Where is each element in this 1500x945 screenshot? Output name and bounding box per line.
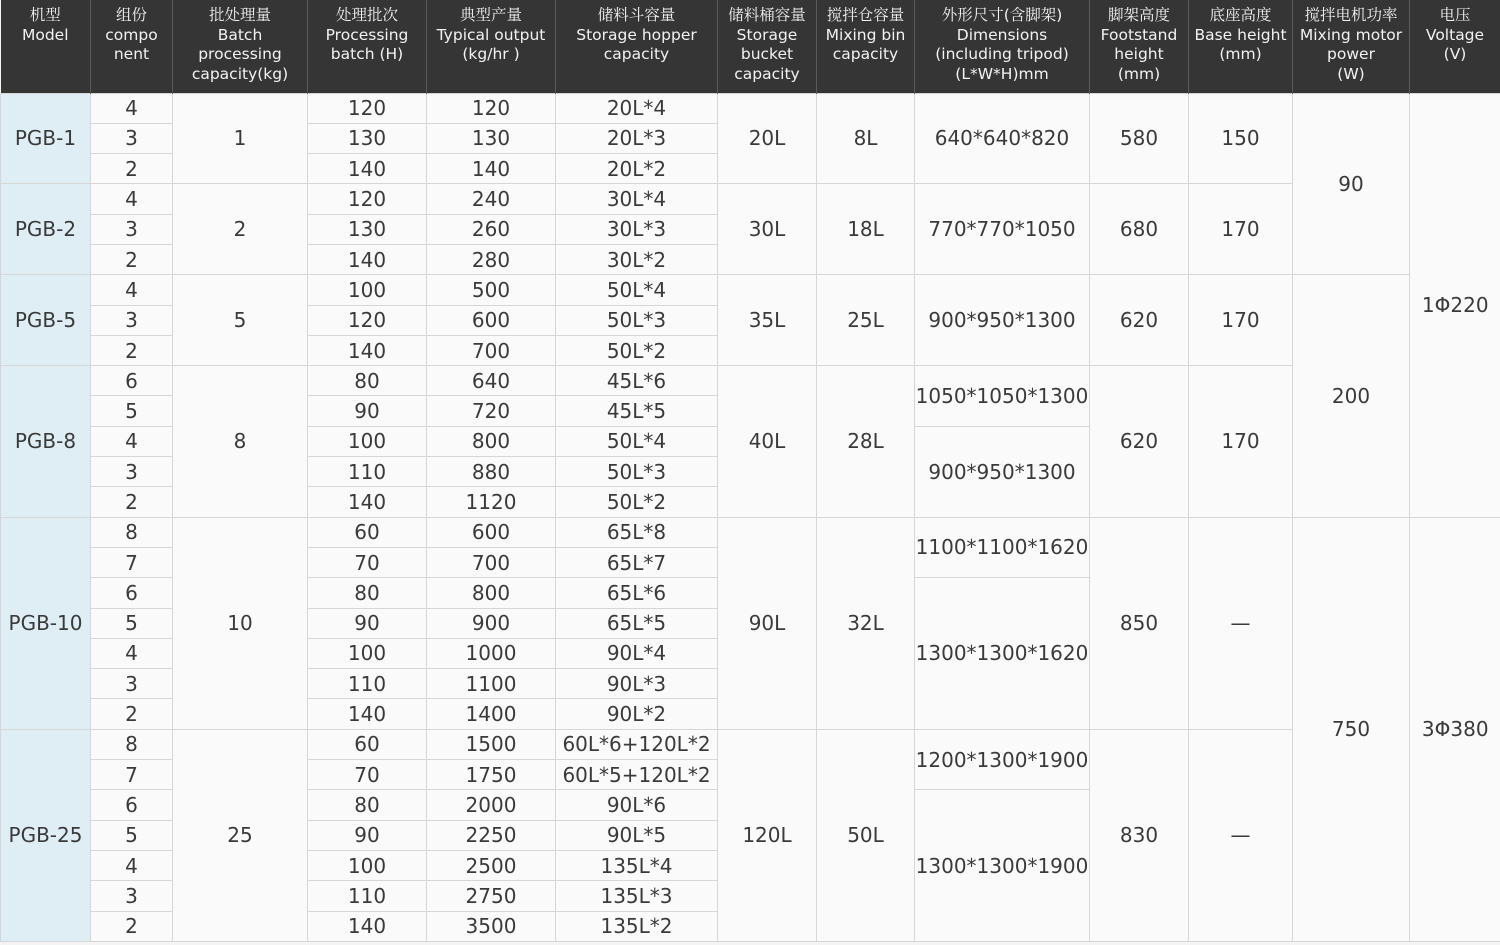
table-cell: 2	[91, 699, 173, 729]
table-cell: 3	[91, 123, 173, 153]
table-cell: 90	[308, 608, 427, 638]
header-voltage	[1410, 0, 1500, 93]
header-mixing-bin	[817, 0, 915, 93]
table-cell: 20L*3	[556, 123, 718, 153]
table-cell: 4	[91, 184, 173, 214]
header-line: 组份	[115, 6, 147, 24]
table-row	[1, 275, 1500, 305]
table-cell: 90L*5	[556, 820, 718, 850]
header-line: (kg/hr )	[462, 45, 520, 63]
table-cell: 900*950*1300	[915, 426, 1090, 517]
table-cell: 2750	[427, 881, 556, 911]
header-line: 储料桶容量	[728, 6, 806, 24]
header-line: Voltage	[1425, 25, 1485, 44]
table-cell: 90L	[718, 517, 817, 729]
table-cell: 800	[427, 578, 556, 608]
model-cell: PGB-2	[1, 184, 91, 275]
table-cell: 1300*1300*1620	[915, 578, 1090, 729]
table-cell: 1100	[427, 669, 556, 699]
table-cell: 800	[427, 426, 556, 456]
table-cell: 5	[173, 275, 308, 366]
table-cell: 6	[91, 790, 173, 820]
header-line: 批处理量	[208, 6, 271, 24]
table-cell: 20L	[718, 93, 817, 184]
table-cell: 620	[1090, 275, 1189, 366]
table-row	[1, 366, 1500, 396]
table-cell: 5	[91, 608, 173, 638]
table-cell: 2	[91, 154, 173, 184]
header-line: (mm)	[1219, 45, 1262, 63]
table-cell: 1300*1300*1900	[915, 790, 1090, 941]
table-cell: 3	[91, 457, 173, 487]
table-cell: 260	[427, 214, 556, 244]
header-line: 典型产量	[459, 6, 522, 24]
table-cell: 30L	[718, 184, 817, 275]
header-line: capacity	[603, 45, 670, 63]
table-cell: 2	[91, 244, 173, 274]
table-cell: 140	[308, 699, 427, 729]
table-cell: 18L	[817, 184, 915, 275]
table-cell: 100	[308, 275, 427, 305]
table-cell: 880	[427, 457, 556, 487]
table-cell: 90L*4	[556, 638, 718, 668]
table-cell: 80	[308, 578, 427, 608]
table-cell: 3Φ380	[1410, 517, 1500, 941]
table-cell: 5	[91, 396, 173, 426]
table-cell: 120	[308, 184, 427, 214]
header-line: 处理批次	[335, 6, 398, 24]
table-cell: 700	[427, 547, 556, 577]
table-cell: 110	[308, 457, 427, 487]
table-cell: 135L*2	[556, 911, 718, 941]
table-cell: 850	[1090, 517, 1189, 729]
header-line: 储料斗容量	[597, 6, 676, 24]
model-cell: PGB-8	[1, 366, 91, 517]
table-cell: 30L*4	[556, 184, 718, 214]
model-cell: PGB-10	[1, 517, 91, 729]
header-line: Processing	[325, 25, 409, 44]
model-cell: PGB-25	[1, 729, 91, 941]
table-cell: 50L*2	[556, 487, 718, 517]
header-line: power	[1327, 45, 1375, 63]
table-cell: 140	[308, 244, 427, 274]
table-cell: 640*640*820	[915, 93, 1090, 184]
table-cell: 90	[308, 396, 427, 426]
header-line: Storage	[736, 25, 798, 44]
table-cell: 10	[173, 517, 308, 729]
header-processing-batch	[308, 0, 427, 93]
table-cell: 90L*2	[556, 699, 718, 729]
model-cell: PGB-5	[1, 275, 91, 366]
table-cell: 20L*2	[556, 154, 718, 184]
table-cell: 750	[1293, 517, 1410, 941]
table-cell: 1750	[427, 760, 556, 790]
table-cell: 90L*3	[556, 669, 718, 699]
table-cell: 1Φ220	[1410, 93, 1500, 517]
header-base-height	[1189, 0, 1293, 93]
table-cell: 1500	[427, 729, 556, 759]
table-cell: 20L*4	[556, 93, 718, 123]
table-cell: 70	[308, 760, 427, 790]
table-cell: 1000	[427, 638, 556, 668]
table-cell: 200	[1293, 275, 1410, 517]
table-cell: 135L*3	[556, 881, 718, 911]
table-cell: 6	[91, 366, 173, 396]
header-line: Footstand	[1100, 25, 1178, 44]
header-batch-capacity	[173, 0, 308, 93]
table-cell: 140	[308, 154, 427, 184]
table-cell: 30L*3	[556, 214, 718, 244]
table-cell: 1400	[427, 699, 556, 729]
table-cell: 2	[173, 184, 308, 275]
table-cell: 110	[308, 881, 427, 911]
table-cell: 3	[91, 214, 173, 244]
table-cell: 30L*2	[556, 244, 718, 274]
table-cell: 8L	[817, 93, 915, 184]
table-cell: 50L*2	[556, 335, 718, 365]
table-row	[1, 184, 1500, 214]
header-row	[1, 0, 1500, 93]
header-storage-bucket	[718, 0, 817, 93]
header-line: processing	[198, 45, 282, 63]
table-row	[1, 517, 1500, 547]
header-line: 电压	[1439, 6, 1471, 24]
header-line: compo	[105, 25, 158, 44]
table-cell: 100	[308, 426, 427, 456]
header-line: 机型	[29, 6, 61, 24]
table-cell: 770*770*1050	[915, 184, 1090, 275]
table-cell: 7	[91, 760, 173, 790]
table-cell: 3500	[427, 911, 556, 941]
table-cell: 4	[91, 93, 173, 123]
table-cell: 170	[1189, 366, 1293, 517]
table-row	[1, 729, 1500, 759]
header-line: Dimensions	[956, 25, 1048, 44]
header-motor-power	[1293, 0, 1410, 93]
table-cell: 4	[91, 275, 173, 305]
table-cell: 45L*6	[556, 366, 718, 396]
header-line: Model	[21, 25, 69, 44]
header-line: Base height	[1194, 25, 1287, 44]
header-line: (mm)	[1117, 64, 1161, 83]
table-cell: 45L*5	[556, 396, 718, 426]
header-line: capacity(kg)	[191, 64, 289, 83]
header-component	[91, 0, 173, 93]
table-cell: 130	[427, 123, 556, 153]
table-cell: 700	[427, 335, 556, 365]
table-cell: 8	[91, 729, 173, 759]
table-cell: 32L	[817, 517, 915, 729]
table-cell: 60L*6+120L*2	[556, 729, 718, 759]
table-cell: 1200*1300*1900	[915, 729, 1090, 790]
model-cell: PGB-1	[1, 93, 91, 184]
table-cell: 900	[427, 608, 556, 638]
header-line: 搅拌仓容量	[826, 6, 905, 24]
table-cell: 80	[308, 366, 427, 396]
table-cell: 2250	[427, 820, 556, 850]
header-line: capacity	[832, 45, 899, 63]
table-cell: 60L*5+120L*2	[556, 760, 718, 790]
table-cell: 1050*1050*1300	[915, 366, 1090, 427]
table-cell: 8	[173, 366, 308, 517]
header-line: (L*W*H)mm	[955, 64, 1049, 83]
table-cell: 28L	[817, 366, 915, 517]
table-cell: 80	[308, 790, 427, 820]
table-cell: 4	[91, 426, 173, 456]
table-cell: 2	[91, 487, 173, 517]
table-cell: 2	[91, 335, 173, 365]
header-line: Mixing bin	[825, 25, 906, 44]
table-cell: 130	[308, 123, 427, 153]
table-cell: 40L	[718, 366, 817, 517]
table-row	[1, 93, 1500, 123]
table-cell: 25	[173, 729, 308, 941]
table-cell: 150	[1189, 93, 1293, 184]
table-cell: 620	[1090, 366, 1189, 517]
table-cell: 900*950*1300	[915, 275, 1090, 366]
table-cell: 50L	[817, 729, 915, 941]
table-cell: 3	[91, 669, 173, 699]
table-cell: 65L*6	[556, 578, 718, 608]
table-cell: 830	[1090, 729, 1189, 941]
table-cell: 120	[308, 305, 427, 335]
header-line: height	[1114, 45, 1164, 63]
table-cell: 680	[1090, 184, 1189, 275]
table-cell: 120L	[718, 729, 817, 941]
table-cell: 5	[91, 820, 173, 850]
table-cell: 90	[1293, 93, 1410, 275]
table-cell: —	[1189, 517, 1293, 729]
table-cell: 580	[1090, 93, 1189, 184]
header-line: (W)	[1337, 64, 1365, 83]
table-cell: 6	[91, 578, 173, 608]
table-cell: 25L	[817, 275, 915, 366]
table-cell: 1	[173, 93, 308, 184]
table-cell: 1100*1100*1620	[915, 517, 1090, 578]
header-line: 搅拌电机功率	[1304, 6, 1398, 24]
header-storage-hopper	[556, 0, 718, 93]
table-cell: 600	[427, 517, 556, 547]
table-cell: 3	[91, 305, 173, 335]
table-cell: 65L*8	[556, 517, 718, 547]
table-cell: 135L*4	[556, 850, 718, 880]
table-cell: 50L*3	[556, 305, 718, 335]
table-cell: 50L*4	[556, 275, 718, 305]
table-cell: 65L*5	[556, 608, 718, 638]
table-cell: 50L*3	[556, 457, 718, 487]
table-cell: 720	[427, 396, 556, 426]
table-cell: 600	[427, 305, 556, 335]
header-line: bucket	[740, 45, 794, 63]
table-cell: 50L*4	[556, 426, 718, 456]
table-cell: 60	[308, 729, 427, 759]
table-cell: 2	[91, 911, 173, 941]
table-cell: 60	[308, 517, 427, 547]
header-footstand-height	[1090, 0, 1189, 93]
table-cell: 120	[427, 93, 556, 123]
table-cell: 110	[308, 669, 427, 699]
header-line: capacity	[734, 64, 800, 83]
table-cell: 4	[91, 638, 173, 668]
header-line: (including tripod)	[935, 45, 1069, 63]
table-cell: 240	[427, 184, 556, 214]
table-cell: 170	[1189, 275, 1293, 366]
table-cell: 1120	[427, 487, 556, 517]
header-line: Mixing motor	[1299, 25, 1403, 44]
table-cell: 130	[308, 214, 427, 244]
table-cell: 90L*6	[556, 790, 718, 820]
header-line: Storage hopper	[576, 25, 697, 44]
table-cell: 140	[427, 154, 556, 184]
table-cell: —	[1189, 729, 1293, 941]
table-cell: 90	[308, 820, 427, 850]
header-line: 脚架高度	[1107, 6, 1170, 24]
table-body	[1, 93, 1500, 941]
table-cell: 2000	[427, 790, 556, 820]
table-cell: 140	[308, 335, 427, 365]
table-cell: 140	[308, 911, 427, 941]
header-line: (V)	[1443, 45, 1467, 63]
header-line: 外形尺寸(含脚架)	[941, 6, 1063, 24]
header-line: 底座高度	[1209, 6, 1272, 24]
header-line: Typical output	[436, 25, 546, 44]
header-line: batch (H)	[330, 45, 404, 63]
table-cell: 65L*7	[556, 547, 718, 577]
header-line: Batch	[217, 25, 263, 44]
header-line: nent	[113, 45, 150, 63]
header-dimensions	[915, 0, 1090, 93]
table-cell: 280	[427, 244, 556, 274]
table-cell: 2500	[427, 850, 556, 880]
table-cell: 8	[91, 517, 173, 547]
table-cell: 70	[308, 547, 427, 577]
table-cell: 100	[308, 638, 427, 668]
header-model	[1, 0, 91, 93]
table-cell: 120	[308, 93, 427, 123]
table-cell: 7	[91, 547, 173, 577]
table-cell: 500	[427, 275, 556, 305]
table-cell: 100	[308, 850, 427, 880]
table-cell: 140	[308, 487, 427, 517]
table-cell: 640	[427, 366, 556, 396]
table-cell: 170	[1189, 184, 1293, 275]
table-cell: 35L	[718, 275, 817, 366]
header-typical-output	[427, 0, 556, 93]
table-cell: 4	[91, 850, 173, 880]
table-cell: 3	[91, 881, 173, 911]
